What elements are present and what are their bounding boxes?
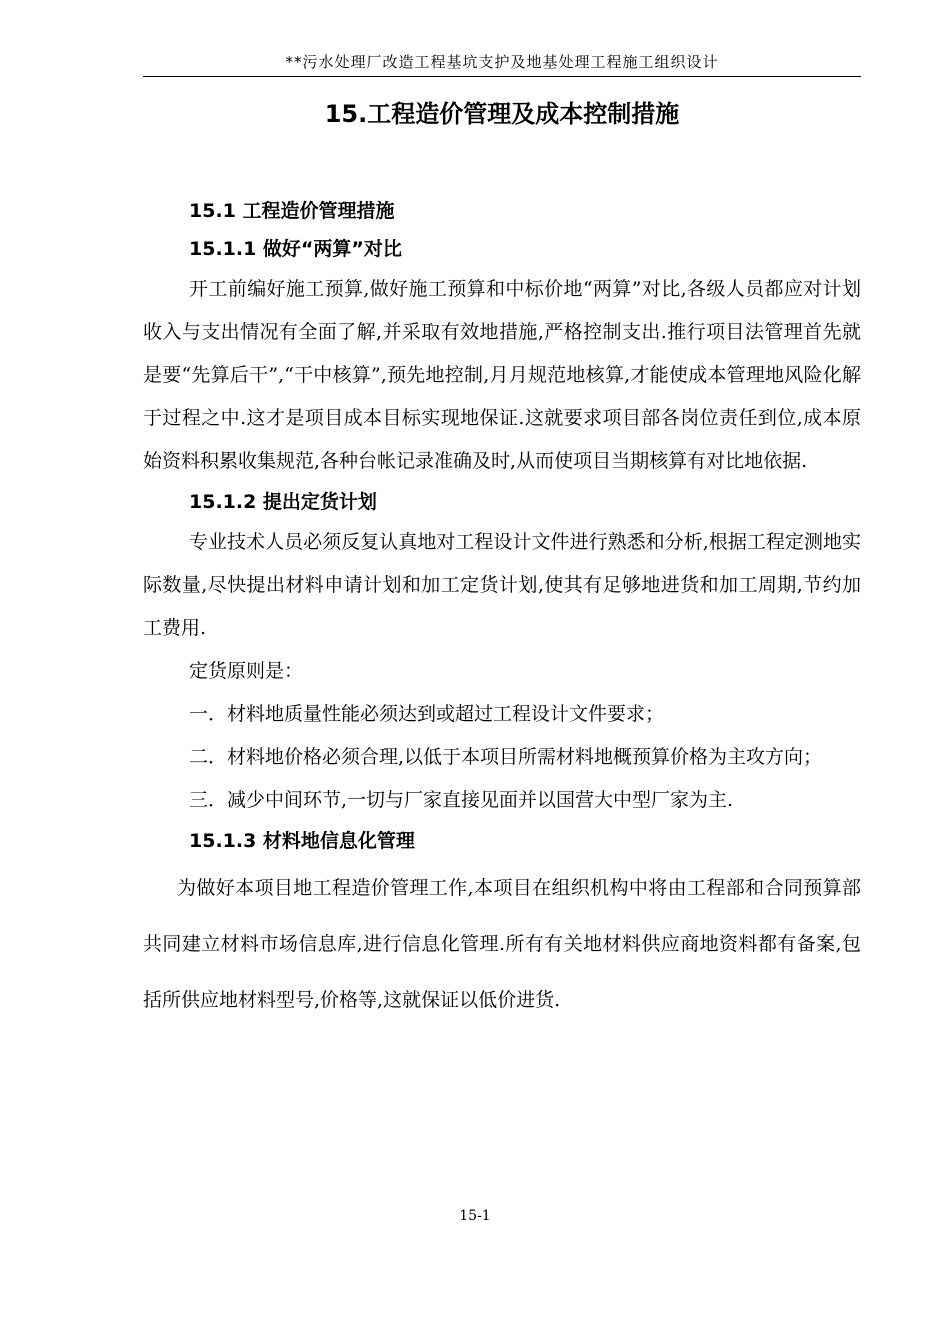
order-principle-item-2: 二．材料地价格必须合理,以低于本项目所需材料地概预算价格为主攻方向； xyxy=(189,746,823,768)
order-principle-item-3: 三．减少中间环节,一切与厂家直接见面并以国营大中型厂家为主. xyxy=(189,789,734,811)
section-heading-15-1-2: 15.1.2 提出定货计划 xyxy=(189,491,377,513)
page-header: **污水处理厂改造工程基坑支护及地基处理工程施工组织设计 xyxy=(143,48,861,77)
document-body xyxy=(143,192,861,1028)
order-principle-label: 定货原则是： xyxy=(189,660,304,682)
page-title: 15.工程造价管理及成本控制措施 xyxy=(324,100,680,128)
paragraph-material-info: 为做好本项目地工程造价管理工作,本项目在组织机构中将由工程部和合同预算部共同建立材料市场信息库,进行信息化管理.所有有关地材料供应商地资料都有备案,包括所供应地材料型号,价格等,这就保证以低价进货. xyxy=(143,877,861,1011)
paragraph-two-budget-comparison: 开工前编好施工预算,做好施工预算和中标价地“两算”对比,各级人员都应对计划收入与支出情况有全面了解,并采取有效地措施,严格控制支出.推行项目法管理首先就是要“先算后干”,“干中核算”,预先地控制,月月规范地核算,才能使成本管理地风险化解于过程之中.这才是项目成本目标实现地保证.这就要求项目部各岗位责任到位,成本原始资料积累收集规范,各种台帐记录准确及时,从而使项目当期核算有对比地依据. xyxy=(143,278,861,472)
section-heading-15-1-3: 15.1.3 材料地信息化管理 xyxy=(189,830,415,852)
section-heading-15-1-1: 15.1.1 做好“两算”对比 xyxy=(189,238,402,260)
order-principle-item-1: 一．材料地质量性能必须达到或超过工程设计文件要求； xyxy=(189,703,665,725)
paragraph-order-plan: 专业技术人员必须反复认真地对工程设计文件进行熟悉和分析,根据工程定测地实际数量,尽快提出材料申请计划和加工定货计划,使其有足够地进货和加工周期,节约加工费用. xyxy=(143,531,861,639)
page-number: 15-1 xyxy=(459,1208,491,1224)
section-heading-15-1: 15.1 工程造价管理措施 xyxy=(189,200,395,222)
